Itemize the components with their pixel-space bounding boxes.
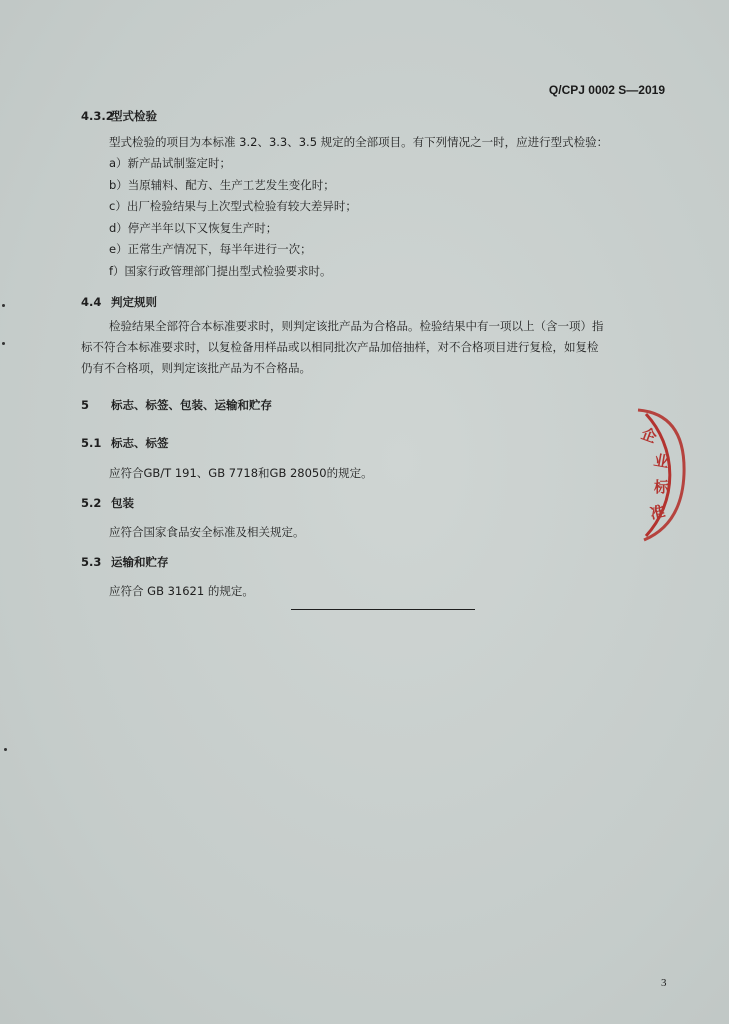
seal-text: 企 — [638, 424, 660, 447]
document-body — [81, 108, 671, 602]
section-4-4-line-2: 标不符合本标准要求时，以复检备用样品或以相同批次产品加倍抽样，对不合格项目进行复检，如复检 — [81, 340, 599, 354]
section-number: 4.3.2 — [81, 109, 114, 123]
section-5-2-text: 应符合国家食品安全标准及相关规定。 — [109, 525, 305, 539]
scan-mark — [2, 304, 5, 307]
section-number: 5 — [81, 398, 90, 412]
section-5-1-text: 应符合GB/T 191、GB 7718和GB 28050的规定。 — [109, 466, 373, 480]
section-number: 5.2 — [81, 496, 102, 510]
document-code: Q/CPJ 0002 S—2019 — [548, 83, 665, 97]
section-4-4-line-1: 检验结果全部符合本标准要求时，则判定该批产品为合格品。检验结果中有一项以上（含一项）指 — [109, 319, 604, 333]
section-title: 判定规则 — [111, 295, 157, 309]
section-title: 型式检验 — [111, 109, 157, 123]
section-4-4-heading — [81, 294, 671, 310]
page-number: 3 — [661, 977, 667, 989]
list-item-d: d）停产半年以下又恢复生产时； — [109, 220, 278, 235]
section-5-3-text: 应符合 GB 31621 的规定。 — [109, 584, 254, 598]
end-divider — [291, 609, 475, 610]
list-item-b: b）当原辅料、配方、生产工艺发生变化时； — [109, 177, 335, 192]
list-item-a: a）新产品试制鉴定时； — [109, 156, 232, 170]
list-item-c: c）出厂检验结果与上次型式检验有较大差异时； — [109, 199, 357, 213]
section-5-1-heading — [81, 435, 671, 451]
section-title: 运输和贮存 — [111, 555, 169, 569]
section-number: 5.3 — [81, 555, 102, 569]
svg-text:准: 准 — [648, 502, 667, 524]
list-item-f: f）国家行政管理部门提出型式检验要求时。 — [109, 263, 332, 278]
svg-text:标: 标 — [654, 478, 670, 496]
section-5-2-heading — [81, 495, 671, 511]
svg-text:业: 业 — [652, 451, 671, 472]
scan-mark — [4, 748, 7, 751]
section-title: 标志、标签 — [111, 436, 169, 450]
section-title: 包装 — [111, 496, 134, 510]
company-seal — [636, 404, 729, 544]
section-4-3-2-heading — [81, 108, 671, 124]
section-number: 4.4 — [81, 295, 102, 309]
section-4-4-line-3: 仍有不合格项，则判定该批产品为不合格品。 — [81, 361, 311, 375]
scan-mark — [2, 342, 5, 345]
section-number: 5.1 — [81, 436, 102, 450]
section-4-3-2-intro: 型式检验的项目为本标准 3.2、3.3、3.5 规定的全部项目。有下列情况之一时，应进行型式检验： — [109, 135, 609, 149]
list-item-e: e）正常生产情况下，每半年进行一次； — [109, 242, 312, 256]
section-5-heading — [81, 397, 671, 413]
section-title: 标志、标签、包装、运输和贮存 — [111, 398, 272, 412]
section-5-3-heading — [81, 554, 671, 570]
